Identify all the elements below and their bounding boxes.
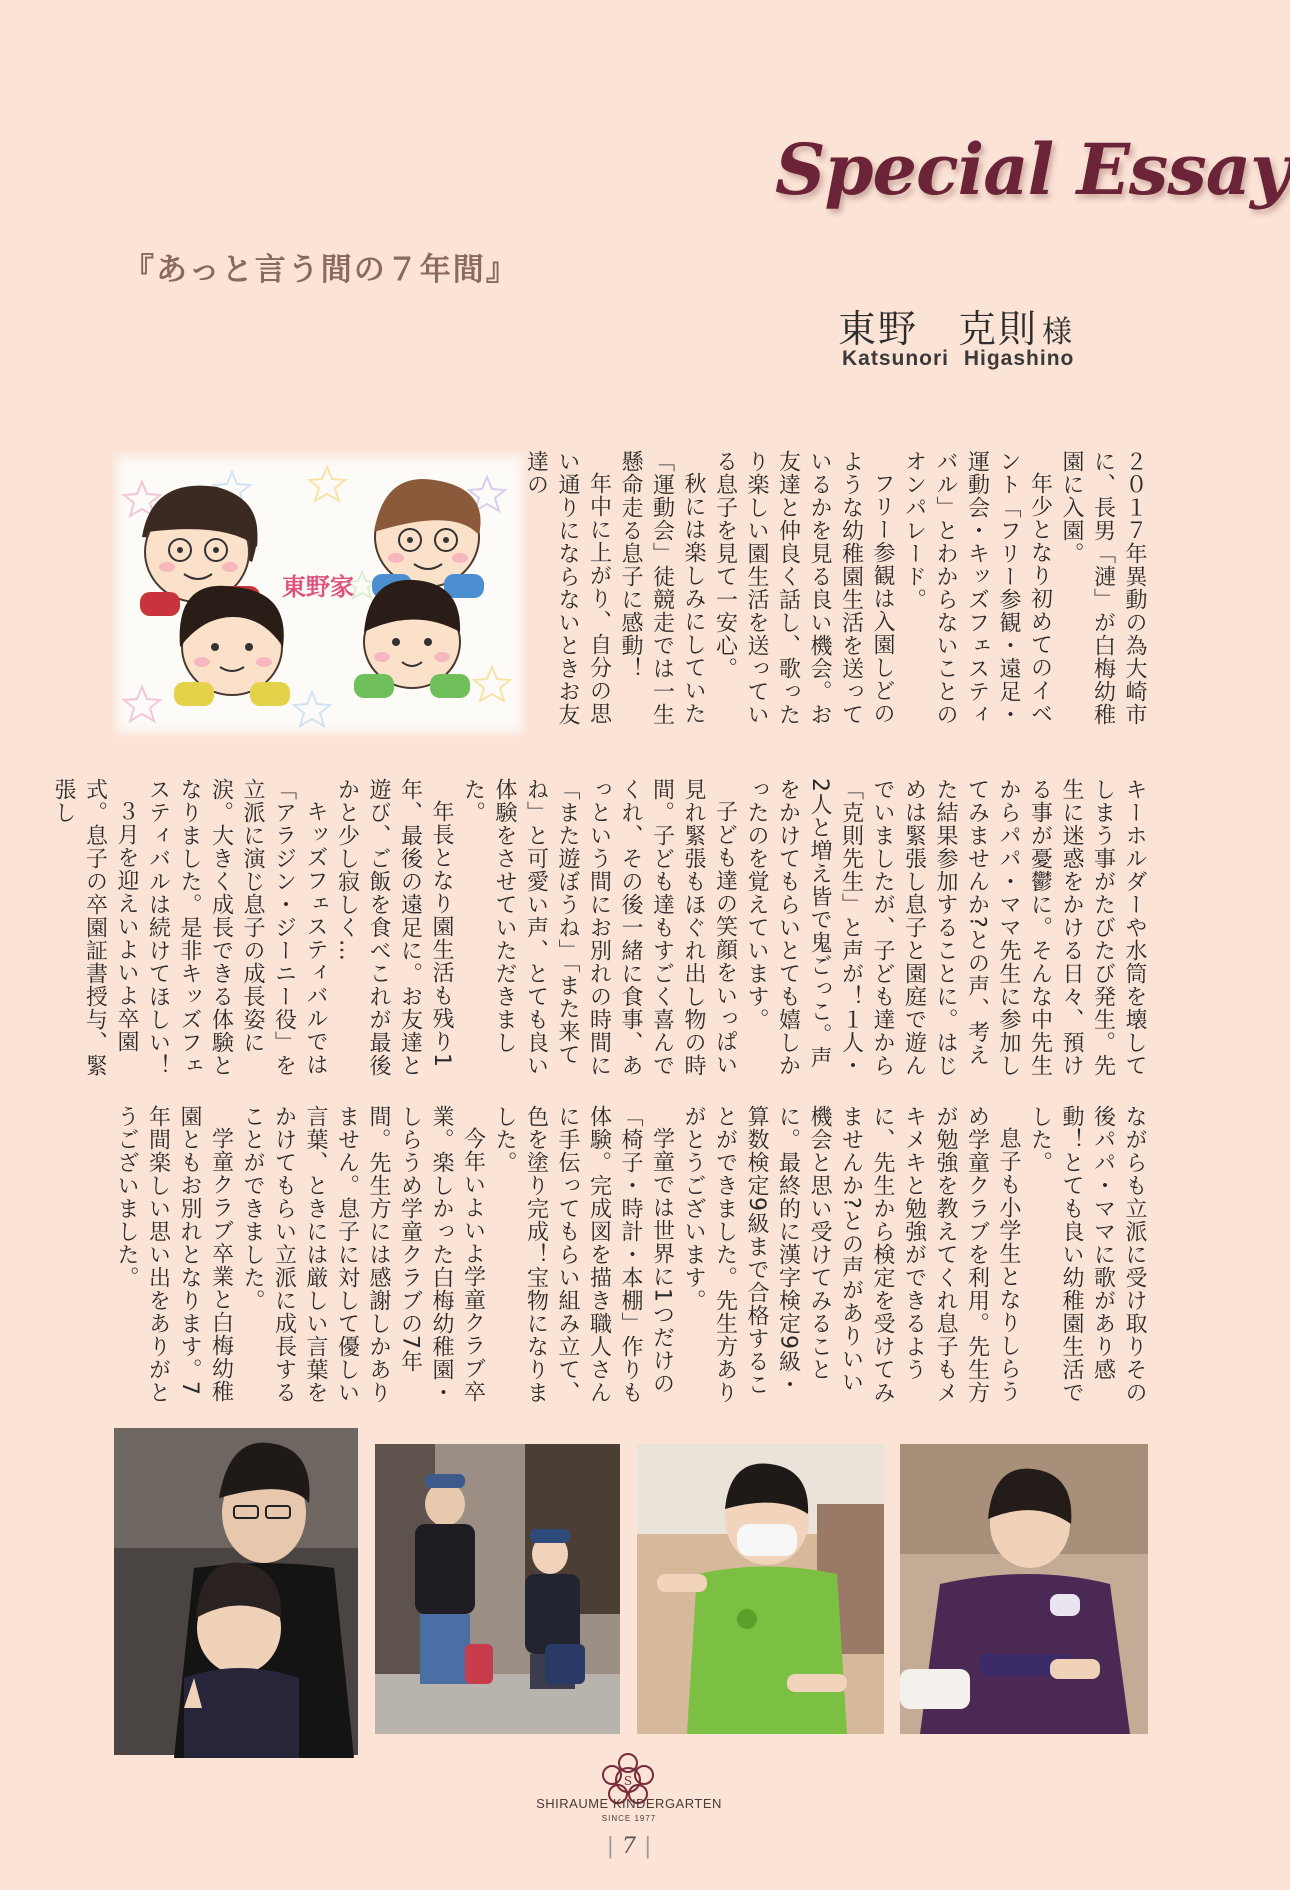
essay-paragraph: 秋には楽しみにしていた「運動会」徒競走では一生懸命走る息子に感動！	[618, 450, 706, 726]
essay-paragraph: ながらも立派に受け取りその後パパ・ママに歌があり感動！とても良い幼稚園生活でした。	[1027, 1105, 1147, 1404]
photo-child-with-mask	[637, 1444, 884, 1734]
essay-paragraph: 息子も小学生となりしらうめ学童クラブを利用。先生方が勉強を教えてくれ息子もメキメキと勉強ができるように、先生から検定を受けてみませんか?との声がありいい機会と思い受けてみることに。最終的に漢字検定9級・算数検定9級まで合格することができました。先生方ありがとうございます。	[681, 1105, 1021, 1404]
page-number-divider-left: |	[606, 1834, 614, 1859]
essay-paragraph: 年少となり初めてのイベント「フリー参観・遠足・運動会・キッズフェスティバル」とわからないことのオンパレード。	[901, 450, 1053, 726]
essay-paragraph: ２０１７年異動の為大崎市に、長男「漣」が白梅幼稚園に入園。	[1059, 450, 1147, 726]
author-romaji: Katsunori Higashino	[842, 347, 1075, 370]
essay-paragraph: 子ども達の笑顔をいっぱい見れ緊張もほぐれ出し物の時間。子ども達もすごく喜んでくれ、その後一緒に食事、あっという間にお別れの時間に「また遊ぼうね」「また来てね」と可愛い声、とても良い体験をさせていただきました。	[460, 778, 738, 1077]
essay-block-1	[523, 450, 1150, 745]
essay-paragraph: 今年いよいよ学童クラブ卒業。楽しかった白梅幼稚園・しらうめ学童クラブの7年間。先生方には感謝しかありません。息子に対して優しい言葉、ときには厳しい言葉をかけてもらい立派に成長することができました。	[240, 1105, 486, 1404]
svg-text:S: S	[623, 1774, 633, 1788]
photo-children-with-backpacks	[375, 1444, 620, 1734]
essay-paragraph: 学童では世界に1つだけの「椅子・時計・本棚」作りも体験。完成図を描き職人さんに手伝ってもらい組み立て、色を塗り完成！宝物になりました。	[492, 1105, 675, 1404]
essay-paragraph: キッズフェスティバルでは「アラジン・ジーニー役」を立派に演じ息子の成長姿に涙。大きく成長できる体験となりました。是非キッズフェスティバルは続けてほしい！	[145, 778, 328, 1077]
essay-paragraph: キーホルダーや水筒を壊してしまう事がたびたび発生。先生に迷惑をかける日々、預ける事が憂鬱に。そんな中先生からパパ・ママ先生に参加してみませんか?との声、考えた結果参加することに。はじめは緊張し息子と園庭で遊んでいましたが、子ども達から「克則先生」と声が！１人・2人と増え皆で鬼ごっこ。声をかけてもらいとても嬉しかったのを覚えています。	[744, 778, 1147, 1077]
footer-since: SINCE 1977	[601, 1814, 657, 1823]
page-number-value: 7	[622, 1834, 636, 1859]
essay-paragraph: 年中に上がり、自分の思い通りにならないときお友達の	[523, 450, 612, 726]
essay-paragraph: 年長となり園生活も残り1年、最後の遠足に。お友達と遊び、ご飯を食べこれが最後かと少し寂しく…	[334, 778, 454, 1077]
author-name-text: 東野 克則	[838, 307, 1039, 351]
page-number	[0, 1834, 1258, 1859]
family-illustration	[112, 452, 527, 737]
page-number-divider-right: |	[644, 1834, 652, 1859]
author-name	[838, 298, 1074, 353]
essay-title: 『あっと言う間の７年間』	[123, 252, 519, 288]
photo-father-and-son	[114, 1428, 358, 1755]
author-honorific: 様	[1042, 315, 1075, 350]
illustration-label: 東野家	[282, 572, 354, 601]
essay-paragraph: 学童クラブ卒業と白梅幼稚園ともお別れとなります。7年間楽しい思い出をありがとうございました。	[114, 1105, 234, 1404]
essay-block-3	[110, 1105, 1150, 1405]
essay-paragraph: ３月を迎えいよいよ卒園式。息子の卒園証書授与、緊張し	[51, 778, 139, 1077]
footer-brand: SHIRAUME KINDERGARTEN	[536, 1796, 722, 1811]
essay-block-2	[51, 778, 1150, 1078]
photo-graduation-ceremony	[900, 1444, 1148, 1734]
essay-paragraph: フリー参観は入園しどのような幼稚園生活を送っているかを見る良い機会。お友達と仲良く話し、歌ったり楽しい園生活を送っている息子を見て一安心。	[712, 450, 895, 726]
special-essay-heading: Special Essay	[775, 128, 1290, 211]
